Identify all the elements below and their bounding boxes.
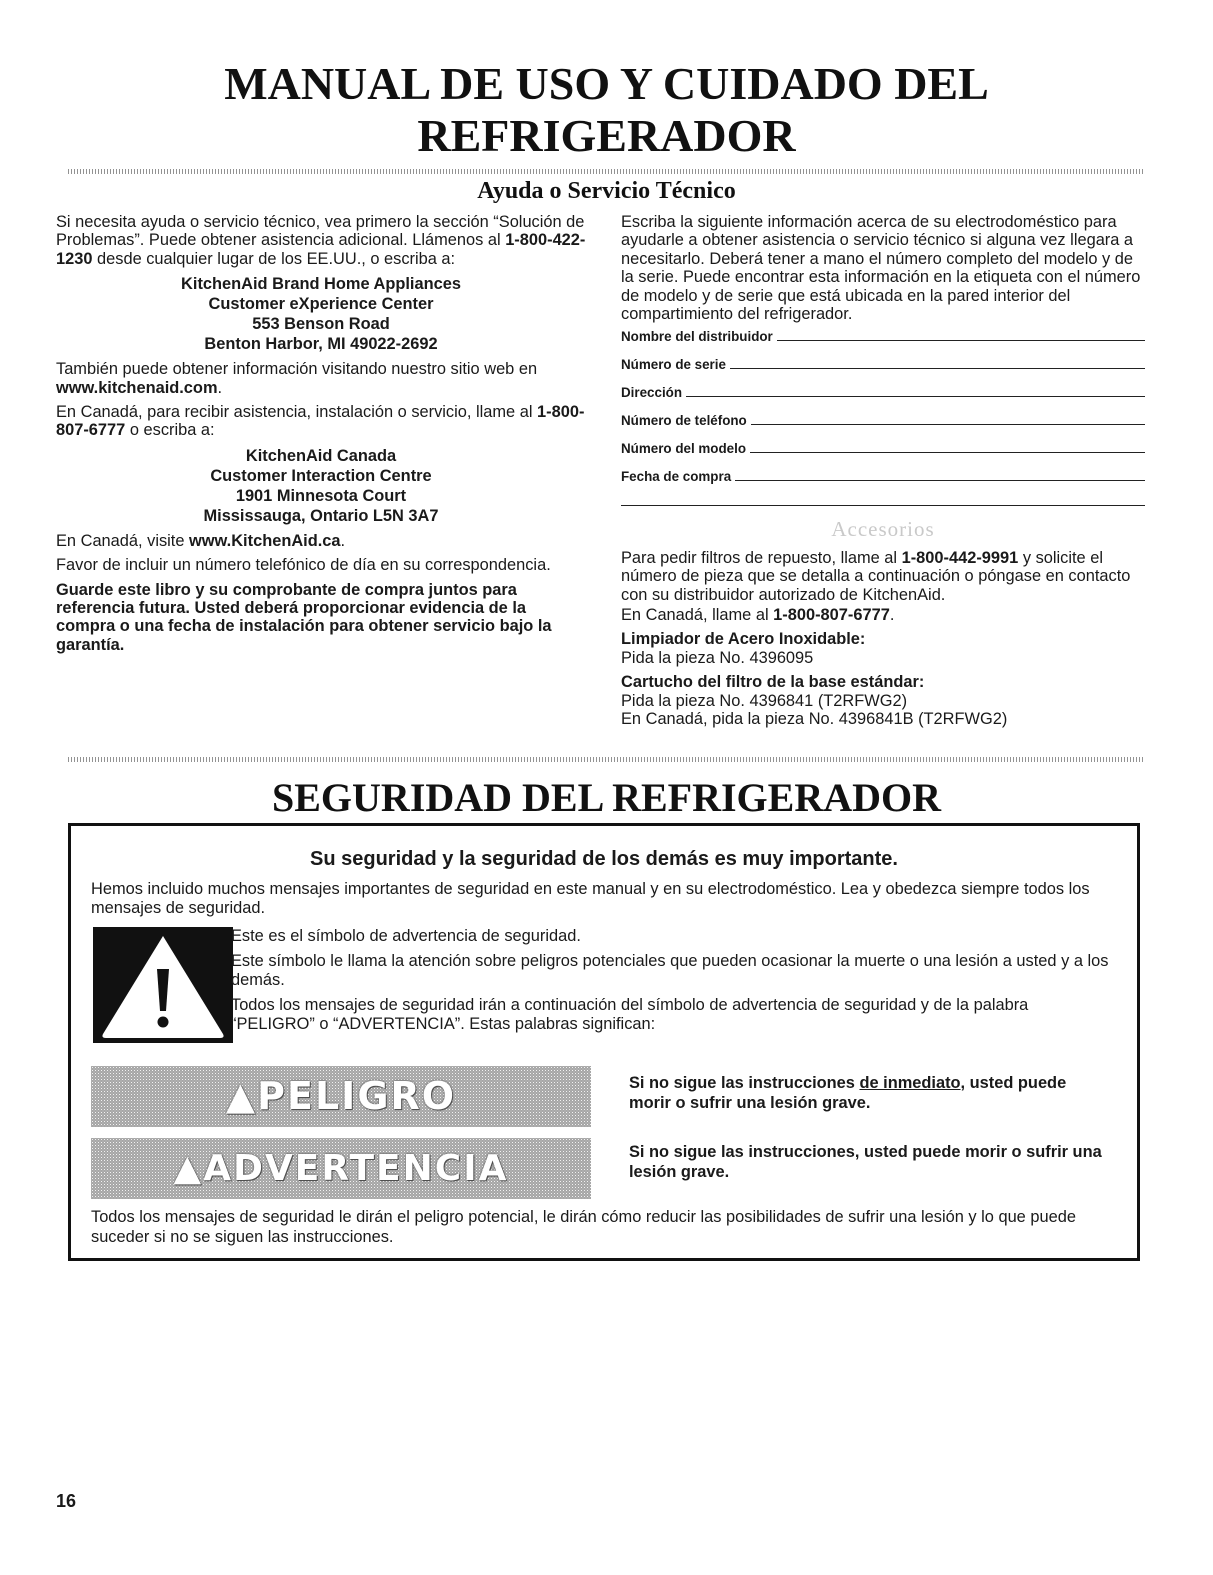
safety-title: SEGURIDAD DEL REFRIGERADOR: [272, 775, 941, 820]
canada-address-line: KitchenAid Canada: [245, 446, 397, 465]
canada-address: [56, 446, 586, 526]
form-input-line[interactable]: [751, 411, 1145, 425]
symbol-line-1: Este es el símbolo de advertencia de seguridad.: [231, 927, 581, 945]
warning-sign-icon: ▲: [173, 1148, 204, 1189]
help-intro-text: Si necesita ayuda o servicio técnico, vea primero la sección “Solución de Problemas”. Puede obtener asistencia adicional. Llámenos al: [56, 213, 585, 250]
canada-phone: 1-800-807-6777: [56, 403, 585, 440]
danger-description: [629, 1073, 1109, 1113]
accessories-intro: [621, 549, 1145, 604]
web-note: [56, 360, 586, 397]
canada-visit: [56, 532, 586, 550]
form-input-line[interactable]: [735, 467, 1145, 481]
warning-description: Si no sigue las instrucciones, usted puede morir o sufrir una lesión grave.: [629, 1143, 1102, 1181]
form-label: Número de serie: [621, 357, 726, 373]
accessories-canada-end: .: [889, 606, 895, 625]
form-label: Número del modelo: [621, 441, 746, 457]
canada-address-line: Customer Interaction Centre: [210, 466, 432, 485]
phone-note: Favor de incluir un número telefónico de día en su correspondencia.: [56, 556, 551, 575]
symbol-line-2: Este símbolo le llama la atención sobre peligros potenciales que pueden ocasionar la muerte o una lesión a usted y a los demás.: [231, 952, 1109, 989]
page-title: [0, 58, 1213, 162]
page-title-line-2: REFRIGERADOR: [417, 110, 796, 161]
form-row-dealer: [621, 327, 1145, 355]
accessory-item-2-canada: En Canadá, pida la pieza No. 4396841B (T2RFWG2): [621, 710, 1008, 729]
help-left-column: [56, 213, 586, 660]
form-label: Dirección: [621, 385, 683, 401]
form-row-serial: [621, 355, 1145, 383]
help-section-title: Ayuda o Servicio Técnico: [477, 178, 736, 204]
canada-visit-end: .: [340, 531, 346, 550]
middle-divider: [68, 757, 1144, 762]
safety-outro: Todos los mensajes de seguridad le dirán el peligro potencial, le dirán cómo reducir las posibilidades de sufrir una lesión y lo que puede suceder si no se siguen las instrucciones.: [91, 1208, 1076, 1246]
accessories-canada-text: En Canadá, llame al: [621, 606, 774, 625]
accessories-intro-text-2: y solicite el número de pieza que se detalla a continuación o póngase en contacto con su distribuidor autorizado de KitchenAid.: [621, 548, 1131, 604]
safety-symbol-block: [93, 927, 233, 1043]
form-row-model: [621, 439, 1145, 467]
form-label: Nombre del distribuidor: [621, 329, 773, 345]
safety-box-heading: Su seguridad y la seguridad de los demás es muy importante.: [310, 848, 898, 870]
us-address-line: Customer eXperience Center: [208, 295, 434, 314]
safety-intro: Hemos incluido muchos mensajes importantes de seguridad en este manual y en su electrodoméstico. Lea y obedezca siempre todos los mensajes de seguridad.: [91, 880, 1090, 917]
form-input-line[interactable]: [777, 327, 1145, 341]
danger-text-underlined: de inmediato: [859, 1074, 961, 1092]
warning-banner: [91, 1138, 591, 1199]
accessory-item-1-name: Limpiador de Acero Inoxidable:: [621, 630, 866, 649]
accessory-item-1-part: Pida la pieza No. 4396095: [621, 648, 814, 667]
form-label: Fecha de compra: [621, 469, 732, 485]
form-bottom-rule: [621, 505, 1145, 506]
danger-banner: [91, 1066, 591, 1127]
warning-word: ADVERTENCIA: [203, 1148, 509, 1189]
safety-box: [68, 823, 1140, 1261]
help-right-column: [621, 213, 1145, 729]
canada-address-line: Mississauga, Ontario L5N 3A7: [203, 506, 439, 525]
form-row-purchase-date: [621, 467, 1145, 495]
form-input-line[interactable]: [750, 439, 1145, 453]
danger-label: [226, 1074, 456, 1118]
canada-help: [56, 403, 586, 440]
symbol-explanation: [231, 927, 1111, 1034]
us-address-line: Benton Harbor, MI 49022-2692: [204, 335, 438, 354]
top-divider: [68, 169, 1144, 174]
accessories-title: Accesorios: [831, 517, 935, 542]
page-title-line-1: MANUAL DE USO Y CUIDADO DEL: [224, 58, 989, 109]
warning-label: [174, 1148, 509, 1189]
danger-text-2: , usted puede morir o sufrir una lesión grave.: [629, 1074, 1067, 1112]
us-address-line: KitchenAid Brand Home Appliances: [181, 275, 461, 294]
form-input-line[interactable]: [730, 355, 1145, 369]
us-phone: 1-800-422-1230: [56, 231, 586, 268]
canada-visit-text: En Canadá, visite: [56, 531, 190, 550]
form-input-line[interactable]: [686, 383, 1145, 397]
record-form: [621, 327, 1145, 495]
us-address-line: 553 Benson Road: [252, 315, 390, 334]
accessory-item-2-name: Cartucho del filtro de la base estándar:: [621, 673, 925, 692]
accessory-item-2-part: Pida la pieza No. 4396841 (T2RFWG2): [621, 691, 908, 710]
canada-help-text-2: o escriba a:: [125, 421, 215, 440]
accessories-canada: [621, 606, 1145, 624]
canada-address-line: 1901 Minnesota Court: [235, 486, 407, 505]
accessories-canada-phone: 1-800-807-6777: [773, 606, 890, 625]
web-note-end: .: [217, 378, 223, 397]
web-note-text: También puede obtener información visitando nuestro sitio web en: [56, 360, 538, 379]
website-link[interactable]: www.kitchenaid.com: [56, 378, 218, 397]
symbol-line-3: Todos los mensajes de seguridad irán a continuación del símbolo de advertencia de seguridad y de la palabra “PELIGRO” o “ADVERTENCIA”. Estas palabras significan:: [231, 996, 1029, 1033]
record-intro: Escriba la siguiente información acerca de su electrodoméstico para ayudarle a obtener asistencia o servicio técnico si alguna vez llegara a necesitarlo. Deberá tener a mano el número completo del modelo y de la serie. Puede encontrar esta información en la etiqueta con el número de modelo y de serie que está ubicada en la pared interior del compartimiento del refrigerador.: [621, 213, 1141, 324]
form-row-phone: [621, 411, 1145, 439]
filters-phone: 1-800-442-9991: [901, 548, 1019, 567]
warning-sign-icon: ▲: [225, 1074, 258, 1118]
help-intro: [56, 213, 586, 268]
help-intro-text-2: desde cualquier lugar de los EE.UU., o escriba a:: [92, 249, 456, 268]
warning-triangle-icon: [93, 927, 233, 1043]
danger-text: Si no sigue las instrucciones: [629, 1074, 860, 1092]
page-number: 16: [56, 1491, 77, 1511]
form-label: Número de teléfono: [621, 413, 747, 429]
danger-word: PELIGRO: [257, 1074, 457, 1118]
canada-help-text: En Canadá, para recibir asistencia, instalación o servicio, llame al: [56, 403, 538, 422]
canada-website-link[interactable]: www.KitchenAid.ca: [189, 531, 341, 550]
accessories-intro-text: Para pedir filtros de repuesto, llame al: [621, 548, 902, 567]
form-row-address: [621, 383, 1145, 411]
us-address: [56, 274, 586, 354]
keep-receipt-note: Guarde este libro y su comprobante de compra juntos para referencia futura. Usted deberá proporcionar evidencia de la compra o una fecha de instalación para obtener servicio bajo la garantía.: [56, 580, 552, 654]
